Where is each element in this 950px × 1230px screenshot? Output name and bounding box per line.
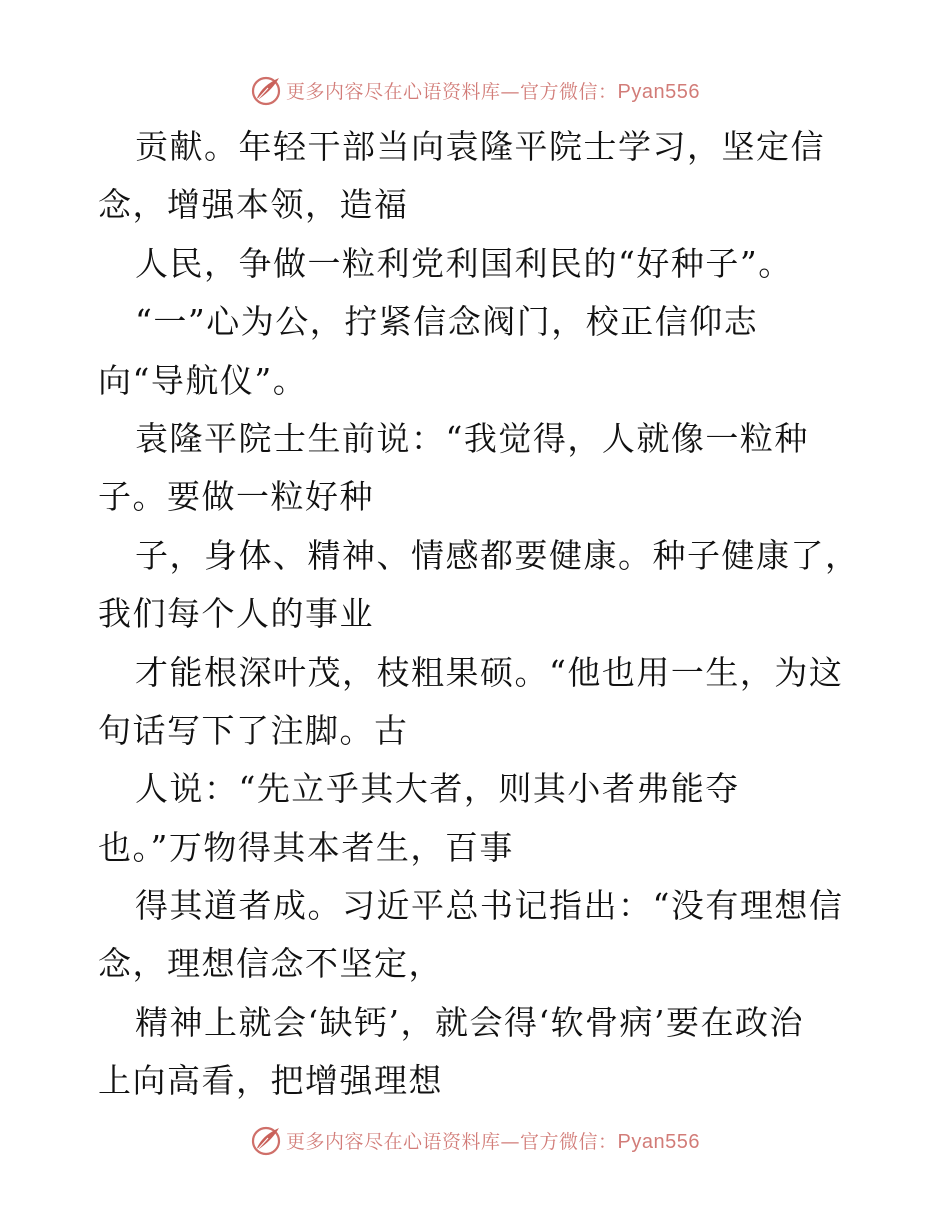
text-line: 向“导航仪”。: [98, 360, 308, 400]
feather-pen-logo-icon: [250, 1124, 282, 1156]
header-banner: [0, 68, 950, 112]
text-line: 子。要做一粒好种: [98, 477, 374, 517]
text-line: 才能根深叶茂，枝粗果硕。“他也用一生，为这: [135, 652, 844, 692]
text-line: 句话写下了注脚。古: [98, 710, 409, 750]
text-line: 也。”万物得其本者生，百事: [98, 827, 514, 867]
text-line: 精神上就会‘缺钙’，就会得‘软骨病’要在政治: [135, 1002, 804, 1042]
text-line: 子，身体、精神、情感都要健康。种子健康了，: [135, 535, 860, 575]
text-line: 得其道者成。习近平总书记指出：“没有理想信: [135, 886, 844, 926]
body-text: [98, 118, 868, 1111]
text-line: 人民，争做一粒利党利国利民的“好种子”。: [135, 243, 793, 283]
header-banner-text: [286, 77, 700, 104]
text-line: 人说：“先立乎其大者，则其小者弗能夺: [135, 769, 740, 809]
footer-wechat-account: Pyan556: [617, 1130, 700, 1153]
text-line: “一”心为公，拧紧信念阀门，校正信仰志: [135, 302, 759, 342]
text-line: 袁隆平院士生前说：“我觉得，人就像一粒种: [135, 418, 809, 458]
text-line: 上向高看，把增强理想: [98, 1061, 443, 1101]
text-line: 念，增强本领，造福: [98, 185, 409, 225]
feather-pen-logo-icon: [250, 74, 282, 106]
header-wechat-account: Pyan556: [617, 80, 700, 103]
footer-banner-prefix: 更多内容尽在心语资料库—官方微信：: [286, 1130, 618, 1153]
footer-banner: [0, 1118, 950, 1162]
text-line: 我们每个人的事业: [98, 594, 374, 634]
text-line: 贡献。年轻干部当向袁隆平院士学习，坚定信: [135, 127, 825, 166]
text-line: 念，理想信念不坚定，: [98, 944, 443, 984]
header-banner-prefix: 更多内容尽在心语资料库—官方微信：: [286, 80, 618, 103]
footer-banner-text: [286, 1127, 700, 1154]
